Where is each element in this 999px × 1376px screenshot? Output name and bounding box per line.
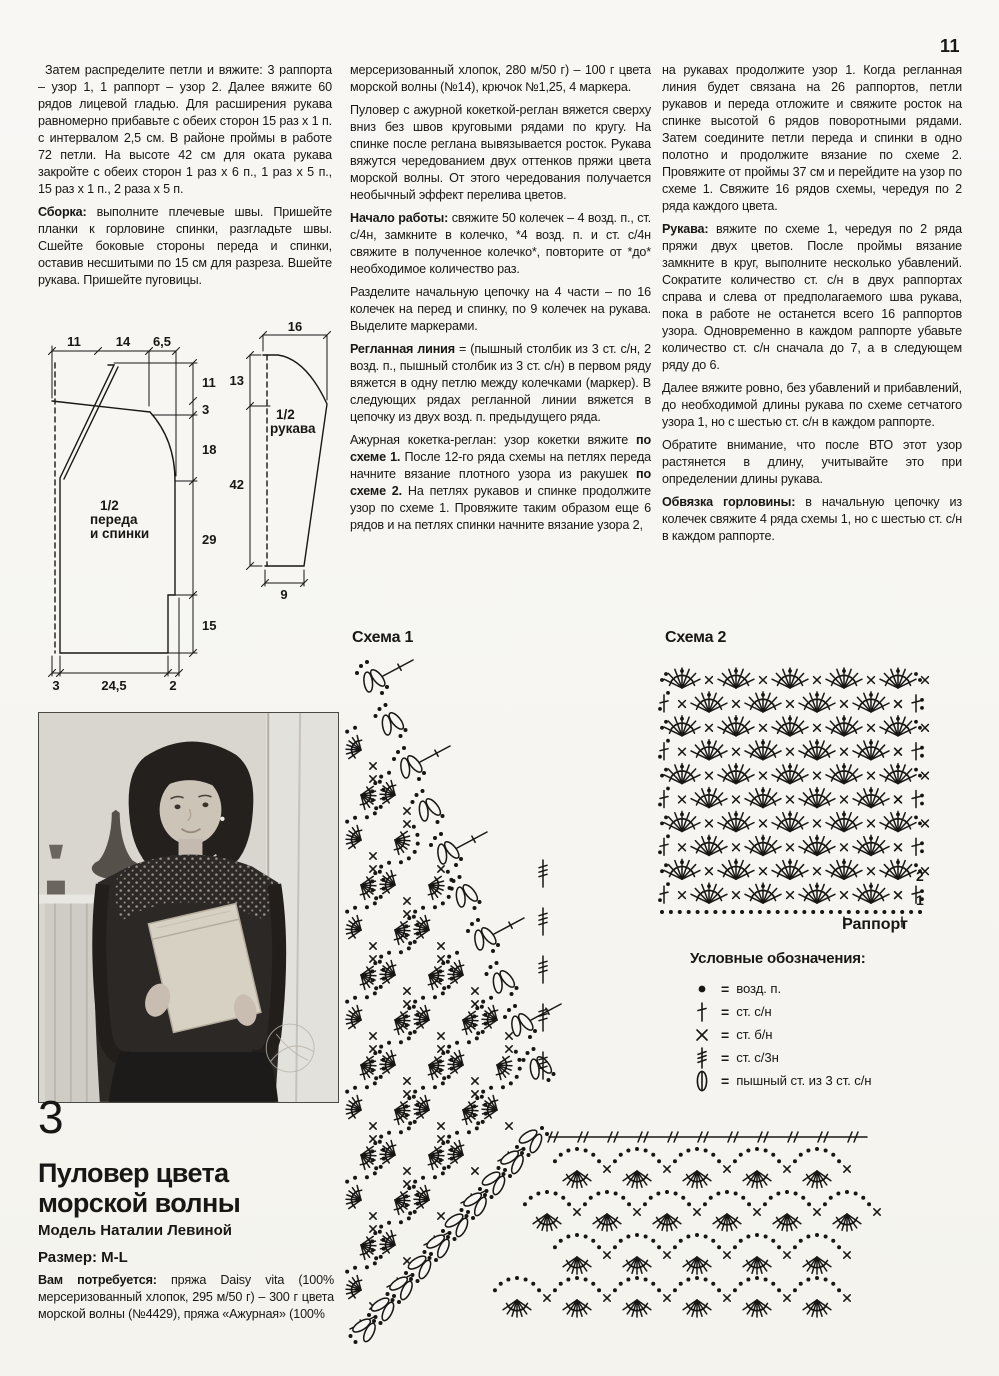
sleeves-paragraph: Рукава: вяжите по схеме 1, чередуя по 2 ряда пряжи двух цветов. После проймы вязание замкните в круг, выполните несколько убавлений. Сократите количество ст. с/н в двух раппортах справа и слева от предполагаемого шва рукава, пока в работе не останется всего 16 раппортов узора. Одновременно в каждом раппорте убавьте количество ст. с/н сначала до 7, а в следующем ряду до 6. — [662, 222, 962, 372]
sleeve-outline — [263, 355, 327, 566]
skirt — [109, 1052, 278, 1102]
dim-sleeve-bottom: 9 — [280, 587, 288, 602]
dim-body-right-4: 29 — [202, 532, 217, 547]
divide-paragraph: Разделите начальную цепочку на 4 части – по 16 колечек на перед и спинку, по 9 колечек на рукава. Выделите маркерами. — [350, 285, 651, 333]
legend-item — [690, 1000, 990, 1023]
legend-equals: = — [721, 1003, 730, 1020]
schema2-title: Схема 2 — [665, 629, 727, 646]
dim-body-top-2: 14 — [115, 334, 131, 349]
legend-item — [690, 1069, 990, 1092]
puff-symbol-icon — [690, 1069, 714, 1092]
dim-sleeve-left-2: 42 — [229, 477, 244, 492]
dim-body-bottom-1: 3 — [52, 678, 60, 693]
legend-item — [690, 1046, 990, 1069]
symbol-legend — [690, 950, 990, 1092]
model-photo — [38, 712, 339, 1103]
instructions-paragraph: Затем распределите петли и вяжите: 3 раппорта – узор 1, 1 раппорт – узор 2. Далее вяжите 60 рядов лицевой гладью. Для расширения рукава равномерно прибавьте с обеих сторон 15 раз х 1 п. с интервалом 2,5 см. В районе проймы в работе 72 петли. На высоте 42 см для оката рукава закройте с обеих сторон 1 раз х 6 п., 1 раз х 5 п., 15 раз х 1 п., 2 раза х 5 п. — [38, 63, 332, 196]
schema2-chart — [652, 650, 972, 942]
raglan-line-paragraph: Регланная линия = (пышный столбик из 3 ст. с/н, 2 возд. п., пышный столбик из 3 ст. с/н) в первом ряду вяжется в одну петлю между колечками (маркер). В следующих рядах регланной линии вяжется в цепочку из двух возд. п. предыдущего ряда. — [350, 342, 652, 424]
pattern-measurement-schematic — [30, 318, 360, 718]
description-paragraph: Пуловер с ажурной кокеткой-реглан вяжется сверху вниз без швов круговыми рядами по кругу. На спинке после реглана вывязывается росток. Рукава вяжутся чередованием двух оттенков пряжи цвета морской волны. От этого чередования получается необычный эффект перелива цветов. — [350, 103, 651, 202]
legend-item-label: ст. б/н — [736, 1027, 773, 1042]
text-column-3 — [662, 62, 962, 551]
legend-equals: = — [721, 1026, 730, 1043]
sleeve-label-2: рукава — [270, 421, 316, 436]
schema1-title: Схема 1 — [352, 629, 414, 646]
dim-body-bottom-3: 2 — [169, 678, 177, 693]
dim-sleeve-left-1: 13 — [229, 373, 244, 388]
body-label-1: 1/2 — [100, 498, 119, 513]
legend-equals: = — [721, 980, 730, 997]
dim-sleeve-top: 16 — [287, 319, 303, 334]
item-number: 3 — [38, 1091, 64, 1143]
assembly-paragraph: Сборка: выполните плечевые швы. Пришейте планки к горловине спинки, разгладьте швы. Сшейте боковые стороны переда и спинки, оставив несшитыми по 15 см для разреза. Вшейте рукава. Пришейте пуговицы. — [38, 205, 332, 287]
item-title: Пуловер цвета морской волны — [38, 1158, 241, 1218]
body-label-2: переда — [90, 512, 138, 527]
dc-symbol-icon — [690, 1000, 714, 1023]
item-model: Модель Наталии Левиной — [38, 1222, 232, 1239]
legend-equals: = — [721, 1049, 730, 1066]
legend-title: Условные обозначения: — [690, 950, 866, 967]
legend-item — [690, 1023, 990, 1046]
dim-body-right-3: 18 — [202, 442, 217, 457]
tr3-symbol-icon — [690, 1046, 714, 1069]
continuation-paragraph: на рукавах продолжите узор 1. Когда регланная линия будет связана на 26 раппортов, петли рукавов и переда отложите и свяжите росток на спинке высотой 6 рядов поворотными рядами. Затем соедините петли переда и спинки в одно полотно и продолжите вязание по схеме 2. Провяжите от проймы 37 см и перейдите на узор по схеме 1. Свяжите 16 рядов схемы, чередуя по 2 ряда каждого цвета. — [662, 63, 962, 213]
legend-item-label: пышный ст. из 3 ст. с/н — [736, 1073, 872, 1088]
even-knitting-paragraph: Далее вяжите ровно, без убавлений и прибавлений, до необходимой длины рукава по схеме сетчатого узора 1, но с шестью ст. с/н в каждом раппорте. — [662, 381, 962, 429]
dim-body-right-1: 11 — [202, 375, 216, 390]
dim-body-top-3: 6,5 — [152, 334, 172, 349]
item-size: Размер: M-L — [38, 1249, 128, 1266]
legend-item-label: ст. с/3н — [736, 1050, 779, 1065]
yarn-paragraph: мерсеризованный хлопок, 280 м/50 г) – 100 г цвета морской волны (№14), крючок №1,25, 4 маркера. — [350, 63, 651, 94]
sc-symbol-icon — [690, 1023, 714, 1046]
chain-symbol-icon — [690, 977, 714, 1000]
dim-body-right-2: 3 — [202, 402, 210, 417]
page-number: 11 — [939, 36, 960, 56]
text-column-1 — [38, 62, 332, 295]
earring — [220, 817, 224, 821]
dim-body-right-5: 15 — [202, 618, 217, 633]
neckline-paragraph: Обвязка горловины: в начальную цепочку из колечек свяжите 4 ряда схемы 1, но с шестью ст. с/н в каждом раппорте. — [662, 495, 962, 543]
legend-item — [690, 977, 990, 1000]
materials-paragraph: Вам потребуется: пряжа Daisy vita (100% мерсеризованный хлопок, 295 м/50 г) – 300 г цвета морской волны (№4429), пряжа «Ажурная» (100% — [38, 1273, 334, 1321]
start-paragraph: Начало работы: свяжите 50 колечек – 4 возд. п., ст. с/4н, замкните в колечко, *4 возд. п. и ст. с/4н свяжите в полученное колечко*, повторите от *до* необходимое количество раз. — [350, 211, 652, 276]
schema2-row-number-1: 1 — [916, 892, 924, 908]
legend-equals: = — [721, 1072, 730, 1089]
text-column-2 — [350, 62, 651, 540]
dim-body-bottom-2: 24,5 — [101, 678, 127, 693]
legend-items — [690, 977, 990, 1092]
schema2-row-number-2: 2 — [916, 868, 924, 884]
dim-body-top-1: 11 — [67, 334, 81, 349]
body-label-3: и спинки — [90, 526, 150, 541]
sleeve-label-1: 1/2 — [276, 407, 295, 422]
legend-item-label: ст. с/н — [736, 1004, 772, 1019]
note-paragraph: Обратите внимание, что после ВТО этот узор растянется в длину, учитывайте это при определении длины рукава. — [662, 438, 962, 486]
yoke-paragraph: Ажурная кокетка-реглан: узор кокетки вяжите по схеме 1. После 12-го ряда схемы на петлях переда начните вязание плотного узора из ракушек по схеме 2. На петлях рукавов и спинке продолжите узор по схеме 1. Провяжите таким образом еще 6 рядов и на петлях спинки начните вязание узора 2, — [350, 433, 651, 532]
legend-item-label: возд. п. — [736, 981, 782, 996]
schema2-rapport-label: Раппорт — [842, 916, 908, 933]
armhole-curve — [150, 412, 175, 481]
